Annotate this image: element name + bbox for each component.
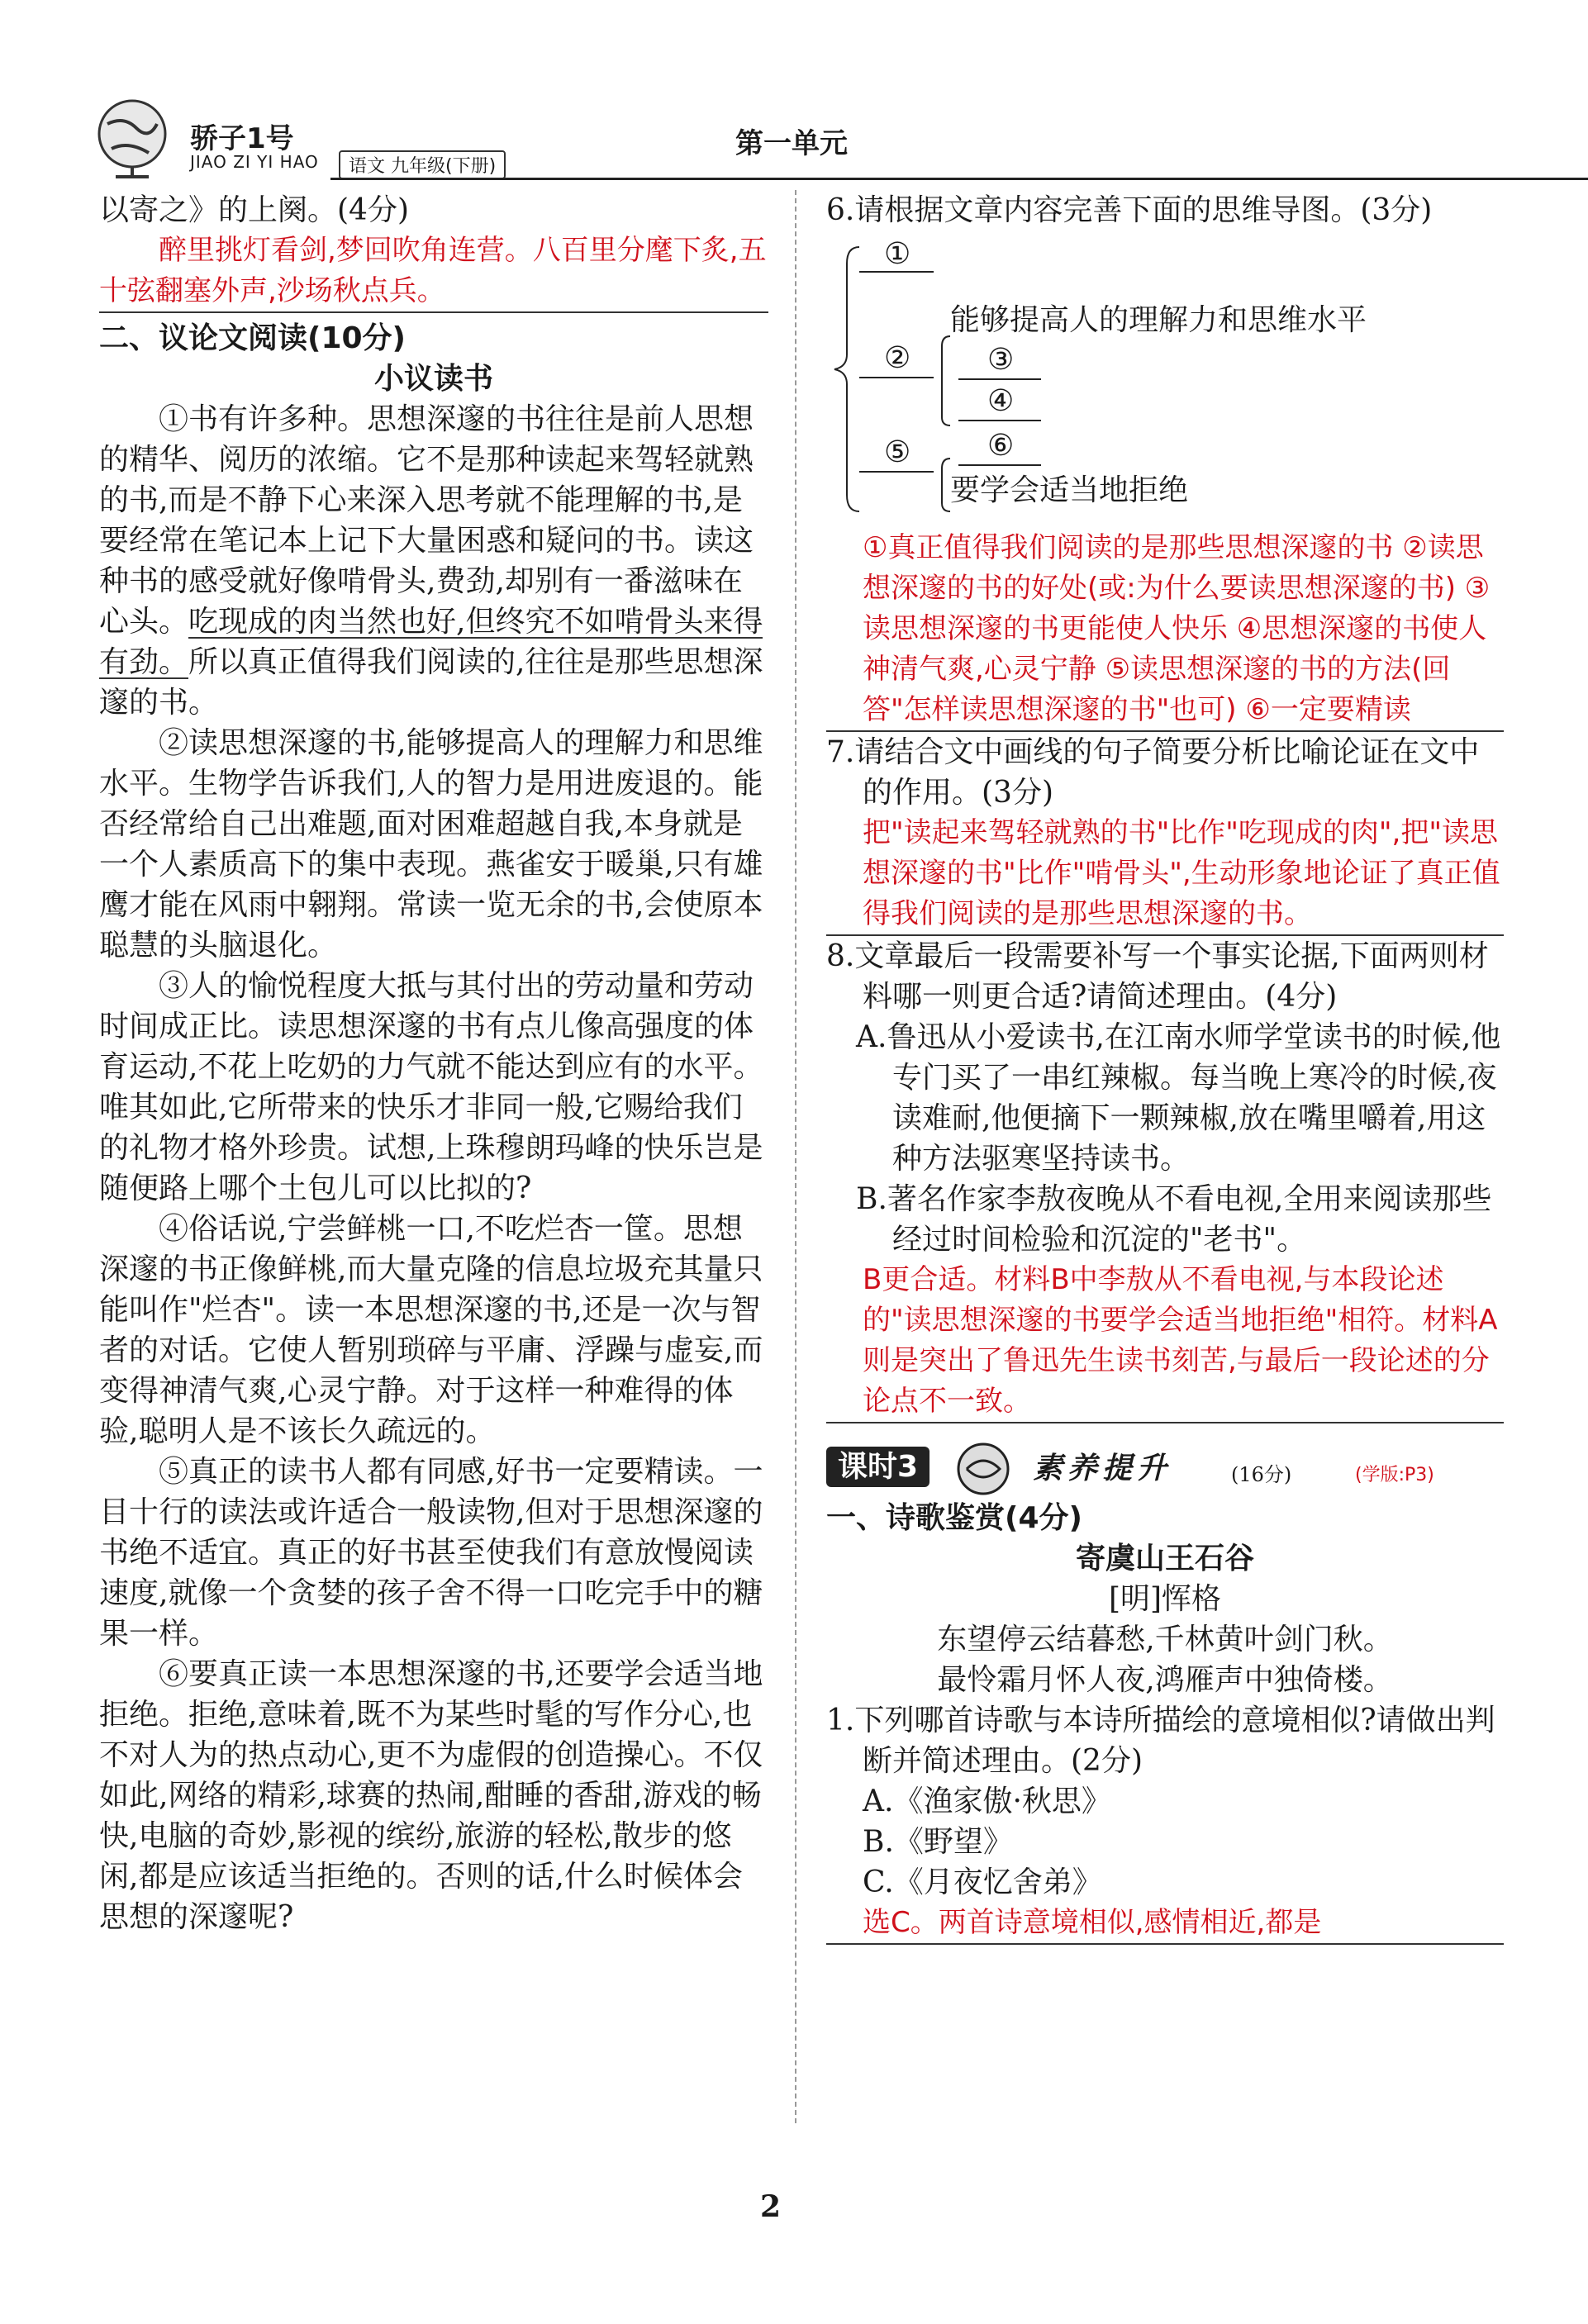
- mind-text-2: 要学会适当地拒绝: [950, 473, 1189, 507]
- lesson-label: 课时3: [826, 1447, 930, 1487]
- option-1b: B.《野望》: [863, 1825, 1013, 1859]
- left-column: [99, 190, 768, 1937]
- swirl-emblem-icon: [950, 1440, 1016, 1498]
- option-8a: A.鲁迅从小爱读书,在江南水师学堂读书的时候,他专门买了一串红辣椒。每当晚上寒冷的时候,夜读难耐,他便摘下一颗辣椒,放在嘴里嚼着,用这种方法驱寒坚持读书。: [856, 1020, 1501, 1176]
- paragraph-2: ②读思想深邃的书,能够提高人的理解力和思维水平。生物学告诉我们,人的智力是用进废退的。能否经常给自己出难题,面对困难超越自我,本身就是一个人素质高下的集中表现。燕雀安于暖巢,只有雄鹰才能在风雨中翱翔。常读一览无余的书,会使原本聪慧的头脑退化。: [99, 726, 763, 962]
- mind-node-1: ①: [884, 237, 911, 271]
- mind-map: [826, 230, 1504, 528]
- poem-line-1: 东望停云结暮愁,千林黄叶剑门秋。: [937, 1623, 1393, 1656]
- unit-title: 第一单元: [735, 127, 848, 160]
- banner-title: 素养提升: [1033, 1451, 1172, 1485]
- right-column: [826, 190, 1504, 1945]
- question-1: 1.下列哪首诗歌与本诗所描绘的意境相似?请做出判断并简述理由。(2分): [826, 1704, 1495, 1778]
- mind-node-5: ⑤: [884, 435, 911, 469]
- answer-1: 选C。两首诗意境相似,感情相近,都是: [826, 1903, 1504, 1945]
- option-1a: A.《渔家傲·秋思》: [863, 1785, 1111, 1818]
- continued-answer: 醉里挑灯看剑,梦回吹角连营。八百里分麾下炙,五十弦翻塞外声,沙场秋点兵。: [99, 230, 768, 313]
- banner-score: (16分): [1231, 1463, 1292, 1486]
- brand-name: 骄子1号: [190, 122, 294, 155]
- article-title: 小议读书: [373, 362, 493, 396]
- poem-title: 寄虞山王石谷: [1075, 1542, 1254, 1575]
- question-8: 8.文章最后一段需要补写一个事实论据,下面两则材料哪一则更合适?请简述理由。(4分): [826, 939, 1489, 1014]
- section-poetry: 一、诗歌鉴赏(4分): [826, 1501, 1082, 1535]
- continued-question: 以寄之》的上阕。(4分): [99, 193, 409, 227]
- column-divider: [795, 190, 796, 2123]
- question-7: 7.请结合文中画线的句子简要分析比喻论证在文中的作用。(3分): [826, 735, 1480, 810]
- option-1c: C.《月夜忆舍弟》: [863, 1865, 1102, 1899]
- poem-line-2: 最怜霜月怀人夜,鸿雁声中独倚楼。: [937, 1663, 1393, 1697]
- paragraph-4: ④俗话说,宁尝鲜桃一口,不吃烂杏一筐。思想深邃的书正像鲜桃,而大量克隆的信息垃圾充其量只能叫作"烂杏"。读一本思想深邃的书,还是一次与智者的对话。它使人暂别琐碎与平庸、浮躁与虚妄,而变得神清气爽,心灵宁静。对于这样一种难得的体验,聪明人是不该长久疏远的。: [99, 1212, 763, 1448]
- page-header: [91, 91, 1512, 177]
- mind-text-1: 能够提高人的理解力和思维水平: [950, 303, 1367, 337]
- option-8b: B.著名作家李敖夜晚从不看电视,全用来阅读那些经过时间检验和沉淀的"老书"。: [856, 1182, 1492, 1257]
- globe-logo-icon: [91, 91, 182, 182]
- banner-ref: (学版:P3): [1355, 1465, 1434, 1485]
- question-6: 6.请根据文章内容完善下面的思维导图。(3分): [826, 193, 1433, 227]
- answer-6: ①真正值得我们阅读的是那些思想深邃的书 ②读思想深邃的书的好处(或:为什么要读思想深邃的书) ③读思想深邃的书更能使人快乐 ④思想深邃的书使人神清气爽,心灵宁静 ⑤读思想深邃的书的方法(回答"怎样读思想深邃的书"也可) ⑥一定要精读: [826, 528, 1504, 732]
- brand-pinyin: JIAO ZI YI HAO: [190, 152, 319, 172]
- mind-node-2: ②: [884, 341, 911, 375]
- page-number: 2: [760, 2189, 782, 2224]
- lesson-banner: [826, 1440, 1504, 1498]
- underlined-sentence: 吃现成的肉当然也好,但终究不如啃骨头来得有劲。: [99, 605, 763, 679]
- poem-author: [明]恽格: [1108, 1582, 1222, 1616]
- answer-7: 把"读起来驾轻就熟的书"比作"吃现成的肉",把"读思想深邃的书"比作"啃骨头",生动形象地论证了真正值得我们阅读的是那些思想深邃的书。: [826, 813, 1504, 936]
- paragraph-3: ③人的愉悦程度大抵与其付出的劳动量和劳动时间成正比。读思想深邃的书有点儿像高强度的体育运动,不花上吃奶的力气就不能达到应有的水平。唯其如此,它所带来的快乐才非同一般,它赐给我们的礼物才格外珍贵。试想,上珠穆朗玛峰的快乐岂是随便路上哪个土包儿可以比拟的?: [99, 969, 763, 1205]
- section-heading: 二、议论文阅读(10分): [99, 321, 407, 355]
- paragraph-1: ①书有许多种。思想深邃的书往往是前人思想的精华、阅历的浓缩。它不是那种读起来驾轻就熟的书,而是不静下心来深入思考就不能理解的书,是要经常在笔记本上记下大量困惑和疑问的书。读这种书的感受就好像啃骨头,费劲,却别有一番滋味在心头。吃现成的肉当然也好,但终究不如啃骨头来得有劲。所以真正值得我们阅读的,往往是那些思想深邃的书。: [99, 402, 763, 720]
- answer-8: B更合适。材料B中李敖从不看电视,与本段论述的"读思想深邃的书要学会适当地拒绝"相符。材料A则是突出了鲁迅先生读书刻苦,与最后一段论述的分论点不一致。: [826, 1260, 1504, 1423]
- mind-node-3: ③: [987, 343, 1015, 377]
- subject-label: 语文 九年级(下册): [339, 150, 506, 179]
- mind-node-4: ④: [987, 384, 1015, 418]
- mind-node-6: ⑥: [987, 429, 1015, 463]
- paragraph-5: ⑤真正的读书人都有同感,好书一定要精读。一目十行的读法或许适合一般读物,但对于思想深邃的书绝不适宜。真正的好书甚至使我们有意放慢阅读速度,就像一个贪婪的孩子舍不得一口吃完手中的糖果一样。: [99, 1455, 763, 1651]
- header-rule: [330, 178, 1588, 180]
- paragraph-6: ⑥要真正读一本思想深邃的书,还要学会适当地拒绝。拒绝,意味着,既不为某些时髦的写作分心,也不对人为的热点动心,更不为虚假的创造操心。不仅如此,网络的精彩,球赛的热闹,酣睡的香甜,游戏的畅快,电脑的奇妙,影视的缤纷,旅游的轻松,散步的悠闲,都是应该适当拒绝的。否则的话,什么时候体会思想的深邃呢?: [99, 1657, 763, 1934]
